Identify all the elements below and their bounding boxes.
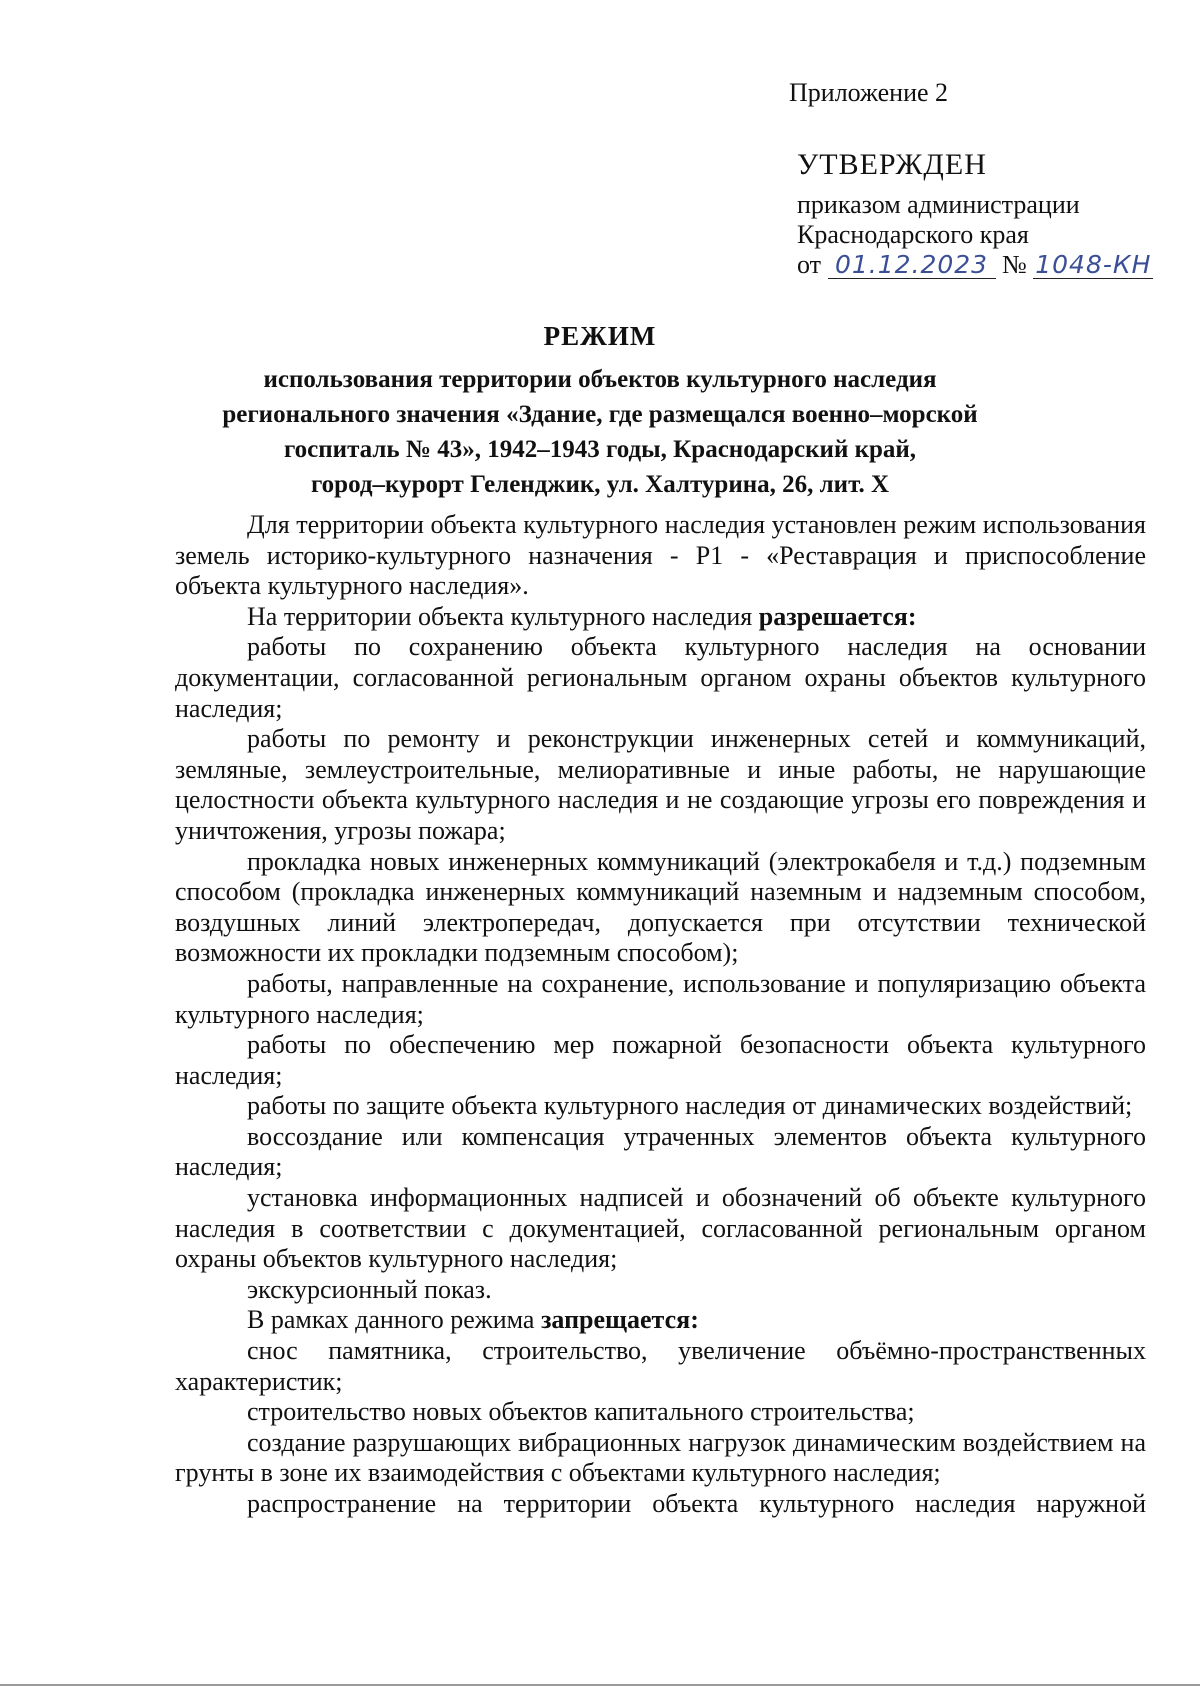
page-bottom-edge xyxy=(0,1684,1200,1686)
forbidden-item: снос памятника, строительство, увеличение объёмно-пространственных характеристик; xyxy=(175,1336,1146,1396)
allowed-heading xyxy=(175,602,1146,633)
allowed-item: работы по ремонту и реконструкции инженерных сетей и коммуникаций, земляные, землеустроительные, мелиоративные и иные работы, не нарушающие целостности объекта культурного наследия и не создающие угрозы его повреждения и уничтожения, угрозы пожара; xyxy=(175,724,1146,845)
number-prefix: № xyxy=(1002,250,1027,279)
forbidden-item: строительство новых объектов капитального строительства; xyxy=(247,1397,915,1427)
approval-block xyxy=(797,150,1153,280)
allowed-item: экскурсионный показ. xyxy=(247,1274,492,1304)
forbidden-item: создание разрушающих вибрационных нагрузок динамическим воздействием на грунты в зоне их взаимодействия с объектами культурного наследия; xyxy=(175,1427,1146,1488)
allowed-item: работы по защите объекта культурного наследия от динамических воздействий; xyxy=(247,1091,1133,1121)
forbidden-lead: В рамках данного режима xyxy=(247,1305,541,1335)
allowed-item: работы по обеспечению мер пожарной безопасности объекта культурного наследия; xyxy=(175,1030,1146,1090)
title-line-3: госпиталь № 43», 1942–1943 годы, Краснодарский край, xyxy=(283,436,917,463)
title-line-1: использования территории объектов культурного наследия xyxy=(263,366,937,393)
allowed-item: работы, направленные на сохранение, использование и популяризацию объекта культурного наследия; xyxy=(175,968,1146,1029)
approval-date-line xyxy=(797,250,1153,280)
approval-line-1: приказом администрации xyxy=(797,190,1080,219)
allowed-item: установка информационных надписей и обозначений об объекте культурного наследия в соответствии с документацией, согласованной региональным органом охраны объектов культурного наследия; xyxy=(175,1183,1146,1274)
document-body xyxy=(175,510,1146,1520)
title-main: РЕЖИМ xyxy=(543,321,657,351)
allowed-item: работы по сохранению объекта культурного наследия на основании документации, согласованной региональным органом охраны объектов культурного наследия; xyxy=(175,632,1146,723)
allowed-lead: На территории объекта культурного наследия xyxy=(247,601,759,631)
forbidden-heading xyxy=(175,1305,1146,1336)
approval-line-2: Краснодарского края xyxy=(797,220,1029,249)
date-prefix: от xyxy=(797,250,822,279)
appendix-label: Приложение 2 xyxy=(789,78,949,107)
forbidden-item: распространение на территории объекта культурного наследия наружной xyxy=(247,1489,1146,1518)
allowed-word: разрешается: xyxy=(758,601,917,631)
allowed-item: воссоздание или компенсация утраченных элементов объекта культурного наследия; xyxy=(175,1121,1146,1182)
intro-paragraph: Для территории объекта культурного наследия установлен режим использования земель историко-культурного назначения - Р1 - «Реставрация и приспособление объекта культурного наследия». xyxy=(175,510,1146,601)
forbidden-word: запрещается: xyxy=(540,1305,699,1335)
handwritten-number: 1048-КН xyxy=(1035,250,1152,279)
document-title xyxy=(170,319,1030,502)
handwritten-date: 01.12.2023 xyxy=(828,252,996,279)
allowed-item: прокладка новых инженерных коммуникаций (электрокабеля и т.д.) подземным способом (прокладка инженерных коммуникаций наземным и надземным способом, воздушных линий электропередач, допускается при отсутствии технической возможности их прокладки подземным способом); xyxy=(175,846,1146,968)
title-line-2: регионального значения «Здание, где размещался военно–морской xyxy=(222,401,978,428)
approval-heading: УТВЕРЖДЕН xyxy=(797,148,987,181)
title-line-4: город–курорт Геленджик, ул. Халтурина, 26, лит. Х xyxy=(310,471,890,498)
